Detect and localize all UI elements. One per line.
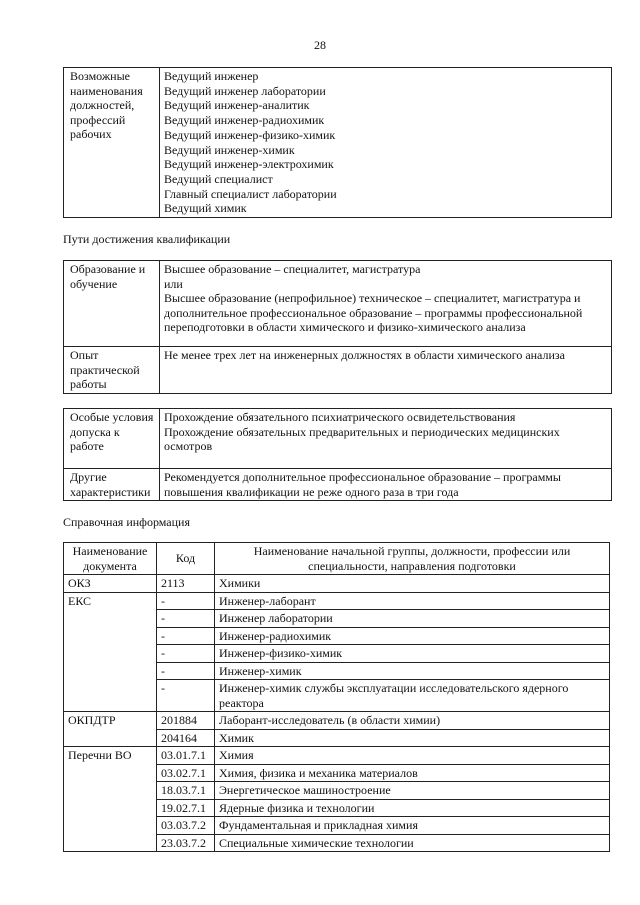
position-item: Ведущий химик: [164, 201, 247, 216]
experience-value: Не менее трех лет на инженерных должностях в области химического анализа: [160, 347, 612, 394]
vo-name: Химия: [215, 747, 610, 765]
eks-code: -: [157, 680, 215, 712]
special-label: Особые условия допуска к работе: [64, 409, 160, 469]
okz-code: 2113: [157, 575, 215, 593]
vo-code: 03.03.7.2: [157, 817, 215, 835]
position-item: Ведущий специалист: [164, 171, 273, 186]
vo-code: 18.03.7.1: [157, 782, 215, 800]
position-item: Ведущий инженер-физико-химик: [164, 127, 336, 142]
vo-code: 03.01.7.1: [157, 747, 215, 765]
vo-code: 19.02.7.1: [157, 799, 215, 817]
okpdtr-code: 201884: [157, 712, 215, 730]
eks-name: Инженер лаборатории: [215, 610, 610, 628]
position-item: Ведущий инженер: [164, 69, 259, 83]
other-value: Рекомендуется дополнительное профессиональное образование – программы повышения квалификации не реже одного раза в три года: [160, 469, 612, 501]
okpdtr-doc: ОКПДТР: [64, 712, 157, 747]
vo-name: Ядерные физика и технологии: [215, 799, 610, 817]
vo-doc: Перечни ВО: [64, 747, 157, 852]
eks-name: Инженер-радиохимик: [215, 627, 610, 645]
positions-label: Возможные наименования должностей, профессий рабочих: [64, 68, 160, 218]
education-label: Образование и обучение: [64, 261, 160, 347]
ref-header-code: Код: [157, 543, 215, 575]
position-item: Главный специалист лаборатории: [164, 186, 337, 201]
special-value: [160, 409, 612, 469]
qualification-table: [63, 260, 612, 394]
vo-code: 23.03.7.2: [157, 834, 215, 852]
eks-doc: ЕКС: [64, 592, 157, 712]
ref-header-doc: Наименование документа: [64, 543, 157, 575]
vo-name: Специальные химические технологии: [215, 834, 610, 852]
special-line: Прохождение обязательных предварительных и периодических медицинских осмотров: [164, 424, 560, 453]
positions-table: [63, 67, 612, 218]
qualification-heading: Пути достижения квалификации: [63, 232, 231, 246]
position-item: Ведущий инженер-электрохимик: [164, 157, 334, 172]
position-item: Ведущий инженер-аналитик: [164, 98, 310, 113]
eks-code: -: [157, 662, 215, 680]
okz-name: Химики: [215, 575, 610, 593]
eks-name: Инженер-химик службы эксплуатации исследовательского ядерного реактора: [215, 680, 610, 712]
education-line: Высшее образование (непрофильное) техническое – специалитет, магистратура и дополнительное профессиональное образование – программы профессиональной переподготовки в области химического и физико-химического анализа: [164, 291, 583, 334]
eks-name: Инженер-лаборант: [215, 592, 610, 610]
education-value: [160, 261, 612, 347]
okpdtr-name: Химик: [215, 729, 610, 747]
page-number: 28: [314, 38, 326, 52]
eks-code: -: [157, 592, 215, 610]
eks-code: -: [157, 610, 215, 628]
eks-code: -: [157, 645, 215, 663]
experience-label: Опыт практической работы: [64, 347, 160, 394]
reference-table: [63, 542, 610, 852]
okz-doc: ОКЗ: [64, 575, 157, 593]
ref-header-name: Наименование начальной группы, должности, профессии или специальности, направления подготовки: [215, 543, 610, 575]
positions-list: [160, 68, 612, 218]
position-item: Ведущий инженер лаборатории: [164, 83, 326, 98]
vo-code: 03.02.7.1: [157, 764, 215, 782]
eks-name: Инженер-физико-химик: [215, 645, 610, 663]
okpdtr-code: 204164: [157, 729, 215, 747]
other-label: Другие характеристики: [64, 469, 160, 501]
eks-name: Инженер-химик: [215, 662, 610, 680]
eks-code: -: [157, 627, 215, 645]
education-line: Высшее образование – специалитет, магистратура: [164, 262, 421, 276]
special-line: Прохождение обязательного психиатрического освидетельствования: [164, 410, 516, 424]
vo-name: Фундаментальная и прикладная химия: [215, 817, 610, 835]
conditions-table: [63, 408, 612, 501]
position-item: Ведущий инженер-радиохимик: [164, 113, 325, 128]
education-line: или: [164, 276, 183, 291]
position-item: Ведущий инженер-химик: [164, 142, 295, 157]
reference-heading: Справочная информация: [63, 515, 190, 529]
vo-name: Энергетическое машиностроение: [215, 782, 610, 800]
okpdtr-name: Лаборант-исследователь (в области химии): [215, 712, 610, 730]
vo-name: Химия, физика и механика материалов: [215, 764, 610, 782]
